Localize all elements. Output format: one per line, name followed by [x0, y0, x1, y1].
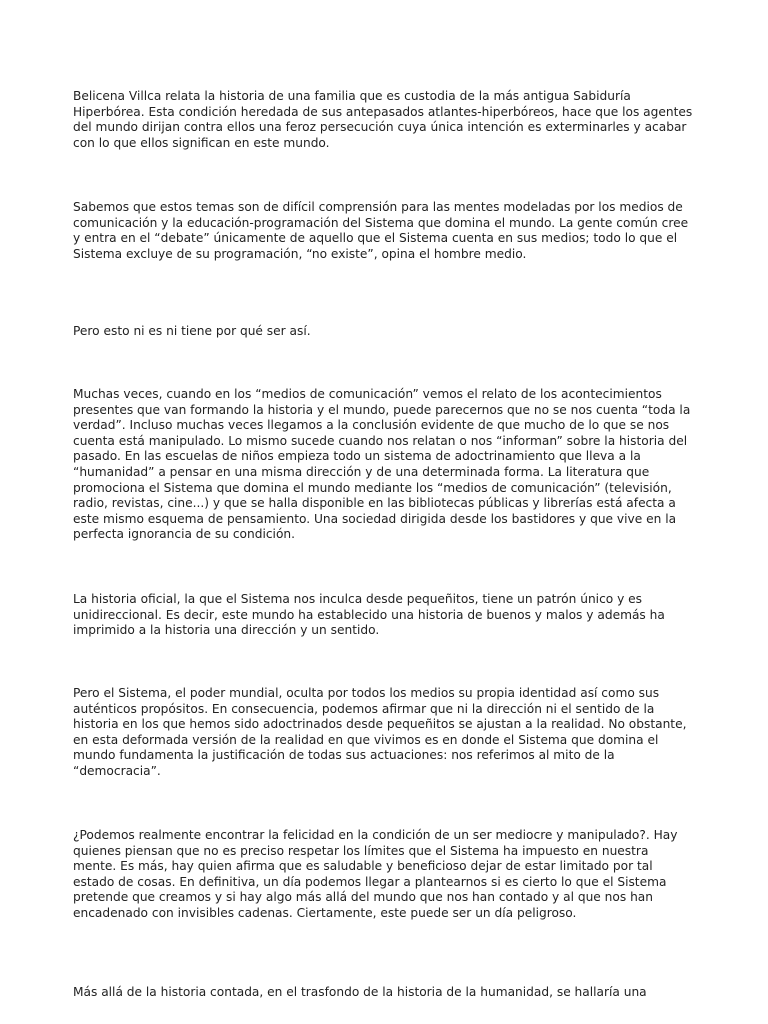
paragraph-comprehension: Sabemos que estos temas son de difícil comprensión para las mentes modeladas por los medios de comunicación y la educación-programación del Sistema que domina el mundo. La gente común cree y entra en el “debate” únicamente de aquello que el Sistema cuenta en sus medios; todo lo que el Sistema excluye de su programación, “no existe”, opina el hombre medio.	[73, 200, 689, 261]
paragraph-happiness: ¿Podemos realmente encontrar la felicidad en la condición de un ser mediocre y manipulado?. Hay quienes piensan que no es preciso respetar los límites que el Sistema ha impuesto en nuestra mente. Es más, hay quien afirma que es saludable y beneficioso dejar de estar limitado por tal estado de cosas. En definitiva, un día podemos llegar a plantearnos si es cierto lo que el Sistema pretende que creamos y si hay algo más allá del mundo que nos han contado y al que nos han encadenado con invisibles cadenas. Ciertamente, este puede ser un día peligroso.	[73, 828, 678, 920]
paragraph-beyond-history: Más allá de la historia contada, en el trasfondo de la historia de la humanidad, se hallaría una	[73, 985, 647, 999]
paragraph-media: Muchas veces, cuando en los “medios de comunicación” vemos el relato de los acontecimientos presentes que van formando la historia y el mundo, puede parecernos que no se nos cuenta “toda la verdad”. Incluso muchas veces llegamos a la conclusión evidente de que mucho de lo que se nos cuenta está manipulado. Lo mismo sucede cuando nos relatan o nos “informan” sobre la historia del pasado. En las escuelas de niños empieza todo un sistema de adoctrinamiento que lleva a la “humanidad” a pensar en una misma dirección y de una determinada forma. La literatura que promociona el Sistema que domina el mundo mediante los “medios de comunicación” (televisión, radio, revistas, cine...) y que se halla disponible en las bibliotecas públicas y librerías está afecta a este mismo esquema de pensamiento. Una sociedad dirigida desde los bastidores y que vive en la perfecta ignorancia de su condición.	[73, 387, 691, 542]
paragraph-official-history: La historia oficial, la que el Sistema nos inculca desde pequeñitos, tiene un patrón único y es unidireccional. Es decir, este mundo ha establecido una historia de buenos y malos y además ha imprimido a la historia una dirección y un sentido.	[73, 592, 665, 638]
paragraph-intro: Belicena Villca relata la historia de una familia que es custodia de la más antigua Sabiduría Hiperbórea. Esta condición heredada de sus antepasados atlantes-hiperbóreos, hace que los agentes del mundo dirijan contra ellos una feroz persecución cuya única intención es exterminarles y acabar con lo que ellos significan en este mundo.	[73, 89, 693, 150]
paragraph-world-power: Pero el Sistema, el poder mundial, oculta por todos los medios su propia identidad así como sus auténticos propósitos. En consecuencia, podemos afirmar que ni la dirección ni el sentido de la historia en los que hemos sido adoctrinados desde pequeñitos se ajustan a la realidad. No obstante, en esta deformada versión de la realidad en que vivimos es en donde el Sistema que domina el mundo fundamenta la justificación de todas sus actuaciones: nos referimos al mito de la “democracia”.	[73, 686, 687, 778]
paragraph-short: Pero esto ni es ni tiene por qué ser así.	[73, 324, 311, 338]
